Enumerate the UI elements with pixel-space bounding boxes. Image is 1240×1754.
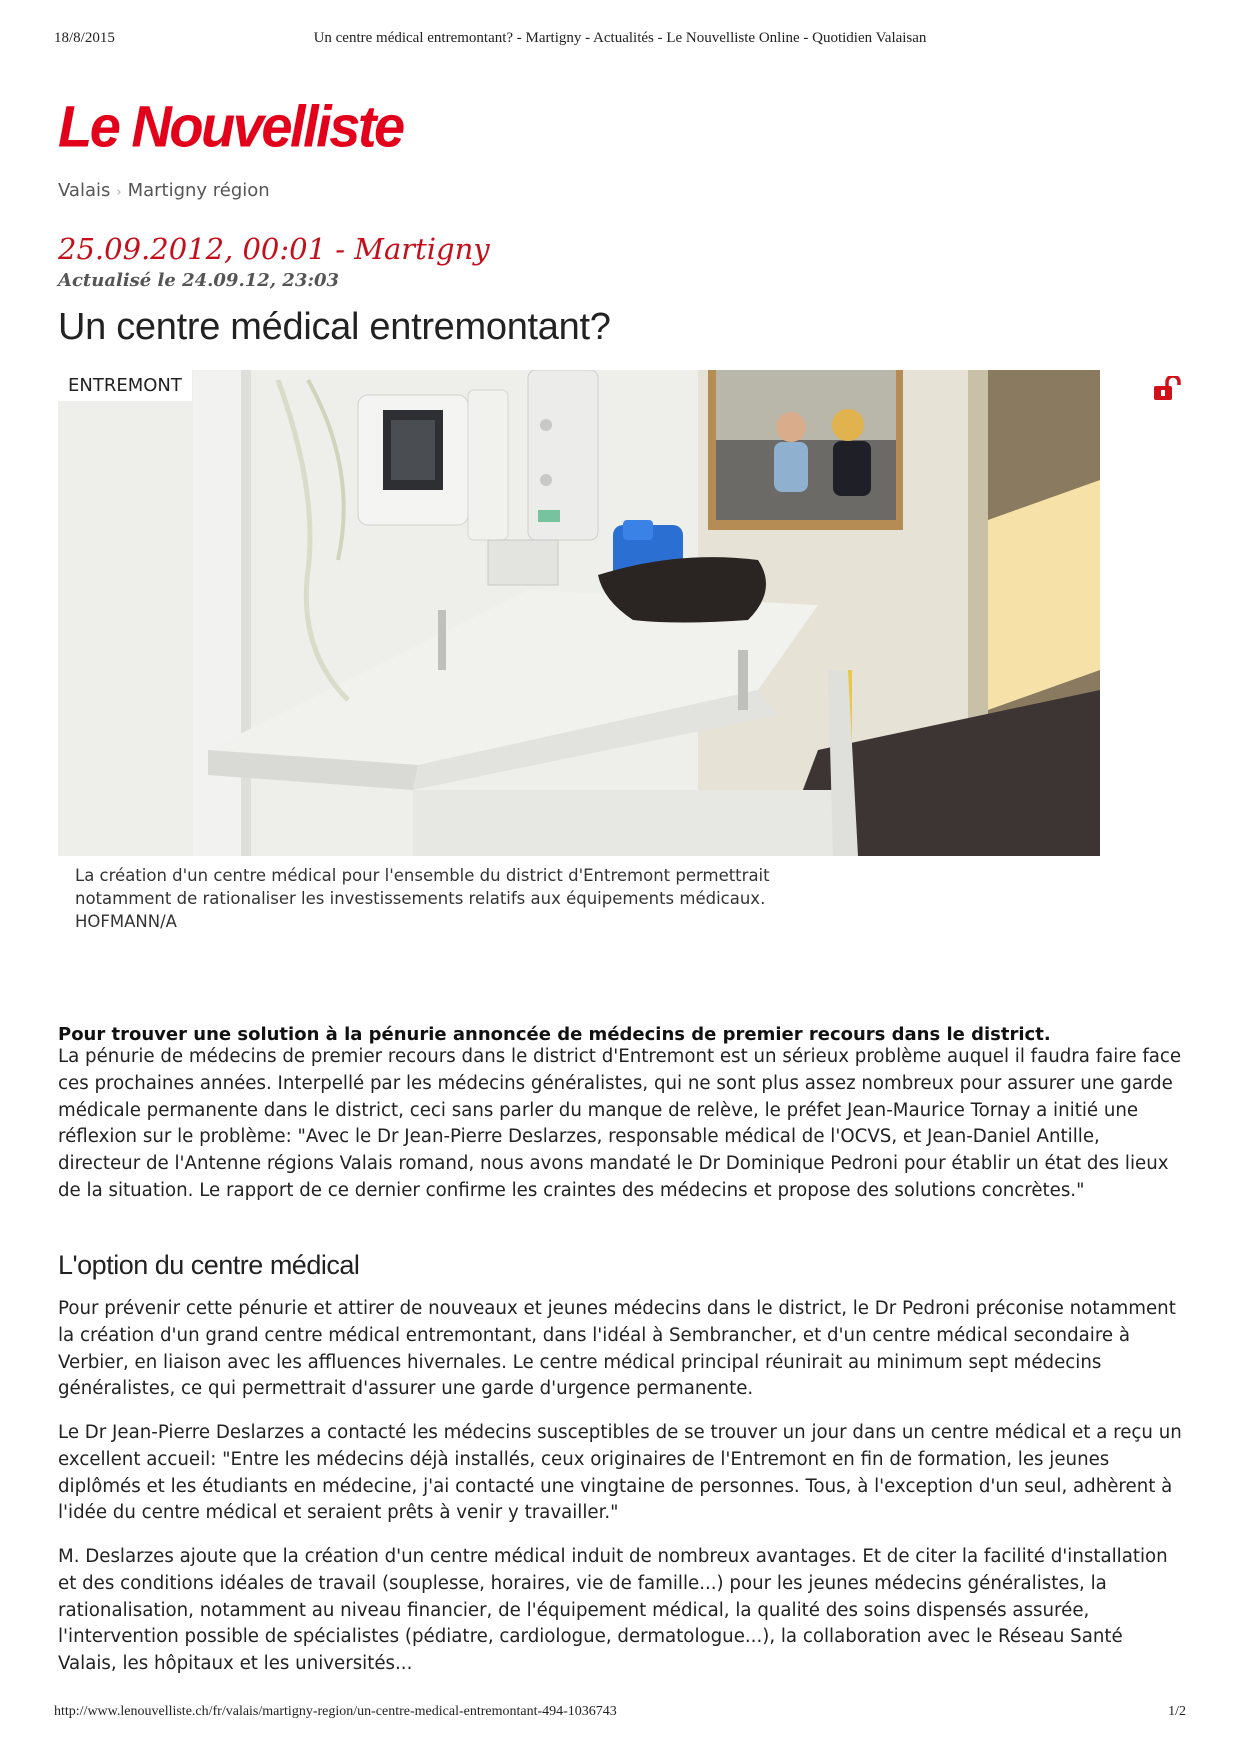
article-paragraph-1: La pénurie de médecins de premier recours dans le district d'Entremont est un sérieux problème auquel il faudra faire face ces prochaines années. Interpellé par les médecins généralistes, qui ne sont plus assez nombreux pour assurer une garde médicale permanente dans le district, ceci sans parler du manque de relève, le préfet Jean-Maurice Tornay a initié une réflexion sur le problème: "Avec le Dr Jean-Pierre Deslarzes, responsable médical de l'OCVS, et Jean-Daniel Antille, directeur de l'Antenne régions Valais romand, nous avons mandaté le Dr Dominique Pedroni pour établir un état des lieux de la situation. Le rapport de ce dernier confirme les craintes des médecins et propose des solutions concrètes.": [58, 1046, 1182, 1201]
print-url: http://www.lenouvelliste.ch/fr/valais/martigny-region/un-centre-medical-entremontant-494-1036743: [54, 1704, 617, 1719]
breadcrumb-item-valais[interactable]: Valais: [58, 180, 111, 201]
article-subheading: L'option du centre médical: [58, 1250, 360, 1280]
print-page-number: 1/2: [1168, 1704, 1186, 1719]
site-logo[interactable]: Le Nouvelliste: [58, 93, 403, 160]
article-paragraph-2: Pour prévenir cette pénurie et attirer de nouveaux et jeunes médecins dans le district, le Dr Pedroni préconise notamment la création d'un grand centre médical entremontant, dans l'idéal à Sembrancher, et d'un centre médical secondaire à Verbier, en liaison avec les affluences hivernales. Le centre médical principal réunirait au minimum sept médecins généralistes, ce qui permettrait d'assurer une garde d'urgence permanente.: [58, 1298, 1176, 1400]
article-updated: Actualisé le 24.09.12, 23:03: [58, 270, 340, 291]
breadcrumb: [58, 180, 270, 201]
article-paragraph-3: Le Dr Jean-Pierre Deslarzes a contacté les médecins susceptibles de se trouver un jour dans un centre médical et a reçu un excellent accueil: "Entre les médecins déjà installés, ceux originaires de l'Entremont en fin de formation, les jeunes diplômés et les étudiants en médecine, j'ai contacté une vingtaine de personnes. Tous, à l'exception d'un seul, adhèrent à l'idée du centre médical et seraient prêts à venir y travailler.": [58, 1422, 1182, 1524]
unlocked-padlock-icon[interactable]: [1153, 376, 1183, 402]
breadcrumb-separator: ›: [116, 185, 122, 200]
article-dateline: 25.09.2012, 00:01 - Martigny: [58, 232, 490, 266]
article-headline: Un centre médical entremontant?: [58, 306, 611, 348]
image-category-tag: ENTREMONT: [58, 370, 192, 401]
breadcrumb-item-martigny-region[interactable]: Martigny région: [127, 180, 270, 201]
article-paragraph-4: M. Deslarzes ajoute que la création d'un centre médical induit de nombreux avantages. Et de citer la facilité d'installation et des conditions idéales de travail (souplesse, horaires, vie de famille...) pour les jeunes médecins généralistes, la rationalisation, notamment au niveau financier, de l'équipement médical, la qualité des soins dispensés assurée, l'intervention possible de spécialistes (pédiatre, cardiologue, dermatologue...), la collaboration avec le Réseau Santé Valais, les hôpitaux et les universités...: [58, 1546, 1168, 1675]
image-caption: La création d'un centre médical pour l'ensemble du district d'Entremont permettrait notamment de rationaliser les investissements relatifs aux équipements médicaux. HOFMANN/A: [75, 866, 770, 931]
article-photo[interactable]: [58, 370, 1100, 856]
print-page-title: Un centre médical entremontant? - Martigny - Actualités - Le Nouvelliste Online - Quotidien Valaisan: [313, 30, 927, 46]
article-lead: Pour trouver une solution à la pénurie annoncée de médecins de premier recours dans le district.: [58, 1024, 1051, 1045]
print-date: 18/8/2015: [54, 30, 115, 46]
